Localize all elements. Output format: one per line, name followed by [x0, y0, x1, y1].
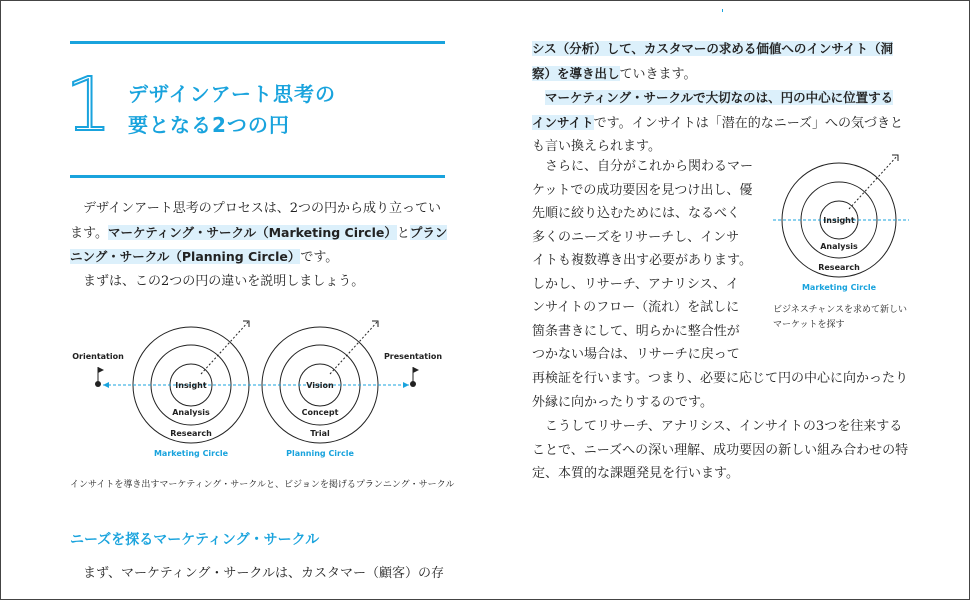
text-line: 箇条書きにして、明らかに整合性が — [532, 323, 740, 339]
marketing-circle-diagram — [771, 146, 911, 296]
term-planning-circle: ニング・サークル（Planning Circle） — [70, 249, 301, 264]
vision-arrow — [330, 321, 378, 374]
chapter-title — [128, 79, 336, 141]
two-circles-diagram — [61, 301, 451, 466]
text-line: 定、本質的な課題発見を行います。 — [532, 466, 739, 481]
trial-label: Trial — [310, 429, 330, 438]
insight-arrow — [201, 321, 249, 374]
text-line — [532, 62, 912, 87]
text: ます。 — [70, 225, 108, 241]
text-line: つかない場合は、リサーチに戻って — [532, 347, 740, 362]
planning-circle-label: Planning Circle — [286, 449, 354, 458]
figure1-caption: インサイトを導き出すマーケティング・サークルと、ビジョンを掲げるプランニング・サークル — [70, 480, 455, 490]
text-line: ンサイトのフロー（流れ）を試しに — [532, 300, 740, 315]
intro-line — [70, 221, 450, 246]
text-line: しかし、リサーチ、アナリシス、イ — [532, 276, 739, 292]
orientation-label: Orientation — [72, 352, 124, 361]
text-line: も言い換えられます。 — [532, 139, 661, 154]
highlight-text: マーケティング・サークルで大切なのは、円の中心に位置する — [545, 90, 894, 105]
presentation-flag-icon — [410, 367, 419, 387]
research-label: Research — [170, 429, 212, 438]
text-line — [532, 37, 912, 62]
text: です。インサイトは「潜在的なニーズ」への気づきと — [593, 115, 904, 131]
insight-arrow — [849, 155, 898, 209]
insight-label: Insight — [175, 381, 207, 390]
research-label: Research — [818, 263, 860, 272]
marketing-circle-label: Marketing Circle — [801, 283, 877, 292]
concept-label: Concept — [301, 408, 339, 417]
chapter-rule-bottom — [70, 175, 445, 178]
intro-paragraph — [70, 197, 450, 293]
text: ていきます。 — [619, 66, 697, 82]
term-planning-circle: プラン — [409, 224, 448, 240]
intro-line: まずは、この2つの円の違いを説明しましょう。 — [83, 273, 365, 289]
orientation-flag-icon — [95, 367, 104, 387]
intro-line: デザインアート思考のプロセスは、2つの円から成り立ってい — [83, 201, 441, 216]
analysis-label: Analysis — [172, 408, 210, 417]
text-line: 多くのニーズをリサーチし、インサ — [532, 229, 740, 245]
wrapped-paragraph — [532, 155, 762, 367]
vision-label: Vision — [306, 381, 334, 390]
text-line: さらに、自分がこれから関わるマー — [545, 159, 754, 174]
section-heading: ニーズを探るマーケティング・サークル — [70, 532, 320, 548]
text-line — [532, 86, 912, 111]
text-line: イトも複数導き出す必要があります。 — [532, 253, 752, 268]
arrow-left-icon — [103, 382, 109, 388]
caption-line: ビジネスチャンスを求めて新しい — [773, 305, 908, 315]
text-line — [532, 111, 912, 136]
highlight-text: シス（分析）して、カスタマーの求める価値へのインサイト（洞 — [532, 41, 894, 56]
text-line: ことで、ニーズへの深い理解、成功要因の新しい組み合わせの特 — [532, 442, 909, 458]
text: と — [396, 225, 410, 241]
text-line: 先順に絞り込むためには、なるべく — [532, 206, 741, 221]
analysis-label: Analysis — [820, 242, 858, 251]
page-marker — [722, 9, 723, 12]
section-first-line: まず、マーケティング・サークルは、カスタマー（顧客）の存 — [83, 566, 445, 581]
chapter-rule-top — [70, 41, 445, 44]
term-marketing-circle: マーケティング・サークル（Marketing Circle） — [107, 224, 397, 240]
marketing-circle-label: Marketing Circle — [153, 449, 229, 458]
continued-paragraph — [532, 367, 917, 486]
arrow-right-icon — [403, 382, 409, 388]
text-line: 外縁に向かったりするのです。 — [532, 394, 713, 410]
highlight-text: インサイト — [532, 114, 594, 130]
insight-label: Insight — [823, 216, 855, 225]
intro-line — [70, 245, 450, 270]
figure2-caption — [773, 303, 907, 333]
highlight-text: 察）を導き出し — [532, 65, 620, 81]
text-line: こうしてリサーチ、アナリシス、インサイトの3つを往来する — [545, 419, 903, 434]
chapter-title-line2: 要となる2つの円 — [128, 113, 290, 137]
text-line: 再検証を行います。つまり、必要に応じて円の中心に向かったり — [532, 371, 908, 386]
chapter-title-line1: デザインアート思考の — [128, 82, 336, 106]
text-line: ケットでの成功要因を見つけ出し、優 — [532, 182, 753, 198]
text: です。 — [300, 250, 339, 265]
presentation-label: Presentation — [383, 352, 443, 361]
caption-line: マーケットを探す — [773, 320, 845, 330]
right-paragraphs — [532, 37, 912, 159]
chapter-number: 1 — [65, 62, 113, 148]
